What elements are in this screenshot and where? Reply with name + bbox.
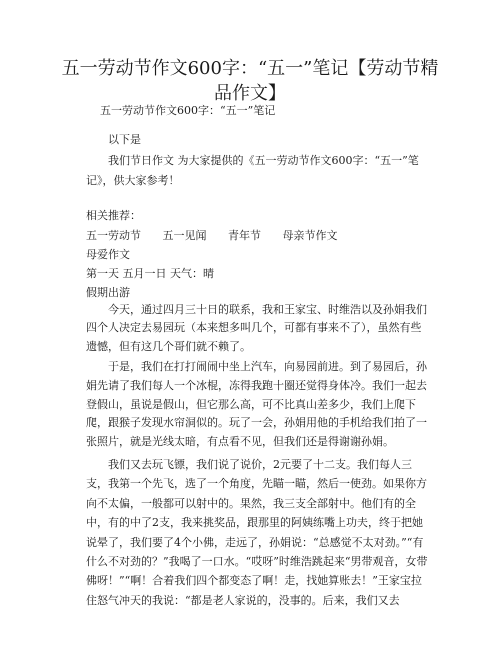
related-link-4[interactable]: 母亲节作文: [282, 229, 338, 242]
related-link-1[interactable]: 五一劳动节: [86, 229, 141, 242]
related-label: 相关推荐：: [86, 209, 141, 222]
related-link-3[interactable]: 青年节: [228, 229, 261, 242]
diary-heading: 假期出游: [86, 286, 130, 299]
intro-label: 以下是: [108, 133, 141, 146]
body-paragraph-3: 我们又去玩飞镖，我们说了说价，2元要了十二支。我们每人三支，我第一个先飞，选了一个角度，先瞄一瞄，然后一使劲。如果你方向不太偏，一般都可以射中的。果然，我三支全部射中。他们有的全中，有的中了2支，我来挑奖品，跟那里的阿姨练嘴上功夫，终于把她说晕了，我们要了4个小佛，走远了，孙娟说：“总感觉不太对劲。”“有什么不对劲的？”我喝了一口水。“哎呀”时维浩跳起来“男带观音，女带佛呀！”“啊！合着我们四个都变态了啊！走，找她算账去！”王家宝拉住怒气冲天的我说：“都是老人家说的，没事的。后来，我们又去: [86, 458, 428, 607]
body-paragraph-1: 今天，通过四月三十日的联系，我和王家宝、时维浩以及孙娟我们四个人决定去易园玩（本来想多叫几个，可都有事来不了），虽然有些遗憾，但有这几个哥们就不赖了。: [86, 303, 427, 353]
body-paragraph-2: 于是，我们在打打闹闹中坐上汽车，向易园前进。到了易园后，孙娟先请了我们每人一个冰棍，冻得我跑十圈还觉得身体冷。我们一起去登假山，虽说是假山，但它那么高，可不比真山差多少，我们上爬下爬，跟猴子发现水帘洞似的。玩了一会，孙娟用他的手机给我们拍了一张照片，就是光线太暗，有点看不见，但我们还是得谢谢孙娟。: [86, 360, 427, 449]
related-link-2[interactable]: 五一见闻: [162, 229, 207, 242]
related-links: [86, 228, 356, 243]
diary-date: 第一天 五月一日 天气：晴: [86, 267, 214, 280]
related-link-extra[interactable]: 母爱作文: [86, 248, 130, 261]
document-subtitle: 五一劳动节作文600字：“五一”笔记: [100, 104, 276, 117]
intro-text: 我们节日作文 为大家提供的《五一劳动节作文600字：“五一”笔记》，供大家参考！: [86, 154, 419, 187]
document-title: 五一劳动节作文600字：“五一”笔记【劳动节精品作文】: [61, 58, 439, 104]
